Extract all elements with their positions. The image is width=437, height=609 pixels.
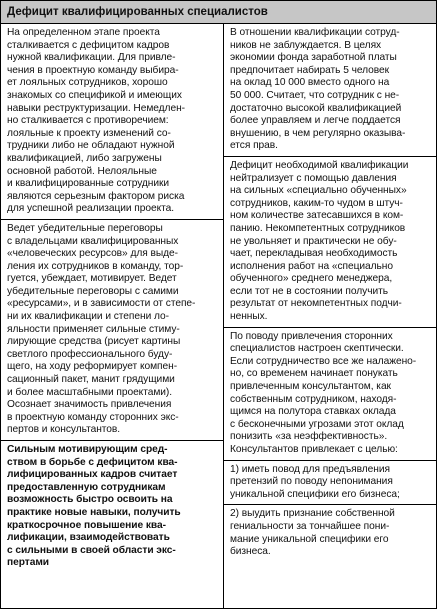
right-block-5: 2) выудить признание собственной гениальности за тончайшее пони- мание уникальной специфики его бизнеса. [230,508,395,558]
left-block-2: Ведет убедительные переговоры с владельцами квалифицированных «человеческих ресурсов» для выде- ления их сотрудников в команду, тор- гуется, убеждает, мотивирует. Ведет убедительные переговоры с самими «ресурсами», и в зависимости от степе- ни их квалификации и степени ло- яльности применяет сильные стиму- лирующие средства (рисует картины светлого профессионального буду- щего, на ходу реформирует компен- сационный пакет, манит грядущими и более масштабными проектами). Осознает значимость привлечения в проектную команду сторонних экс- пертов и консультантов. [1,220,223,441]
left-block-3: Сильным мотивирующим сред- ством в борьбе с дефицитом ква- лифицированных кадров считает предоставленную сотрудникам возможность быстро освоить на практике новые навыки, получить краткосрочное повышение ква- лификации, взаимодействовать с сильными в своей области экс- пертами [7,444,181,569]
right-column [224,24,436,608]
table-body [1,24,436,608]
right-block-1: В отношении квалификации сотруд- ников не заблуждается. В целях экономии фонда заработной платы предпочитает набирать 5 человек на оклад 10 000 вместо одного на 50 000. Считает, что сотрудник с не- достаточно высокой квалификацией более управляем и легче поддается внушению, в чем регулярно оказыва- ется прав. [224,24,436,157]
right-block-2: Дефицит необходимой квалификации нейтрализует с помощью давления на сильных «специально обученных» сотрудников, каким-то чудом в штуч- ном количестве затесавшихся в ком- панию. Некомпетентных сотрудников не увольняет и практически не обу- чает, перекладывая необходимость исполнения работ на «специально обученного» среднего менеджера, если тот не в состоянии получить результат от некомпетентных подчи- ненных. [224,157,436,328]
left-block-1: На определенном этапе проекта сталкивается с дефицитом кадров нужной квалификации. Для привле- чения в проектную команду выбира- ет лояльных сотрудников, хорошо знакомых со спецификой и имеющих навыки реструктуризации. Немедлен- но сталкивается с противоречием: лояльные к проекту изменений со- трудники либо не обладают нужной квалификацией, либо загружены основной работой. Нелояльные и квалифицированные сотрудники являются серьезным фактором риска для успешной реализации проекта. [1,24,223,220]
left-column [1,24,224,608]
table-title: Дефицит квалифицированных специалистов [1,1,436,24]
right-block-3: По поводу привлечения сторонних специалистов настроен скептически. Если сотрудничество все же налажено- но, со временем начинает понукать привлеченным консультантом, как собственным сотрудником, находя- щимся на полутора ставках оклада с бесконечными угрозами этот оклад понизить «за неэффективность». Консультантов привлекает с целью: [224,328,436,461]
right-block-4: 1) иметь повод для предъявления претензий по поводу непонимания уникальной специфики его бизнеса; [224,461,436,506]
